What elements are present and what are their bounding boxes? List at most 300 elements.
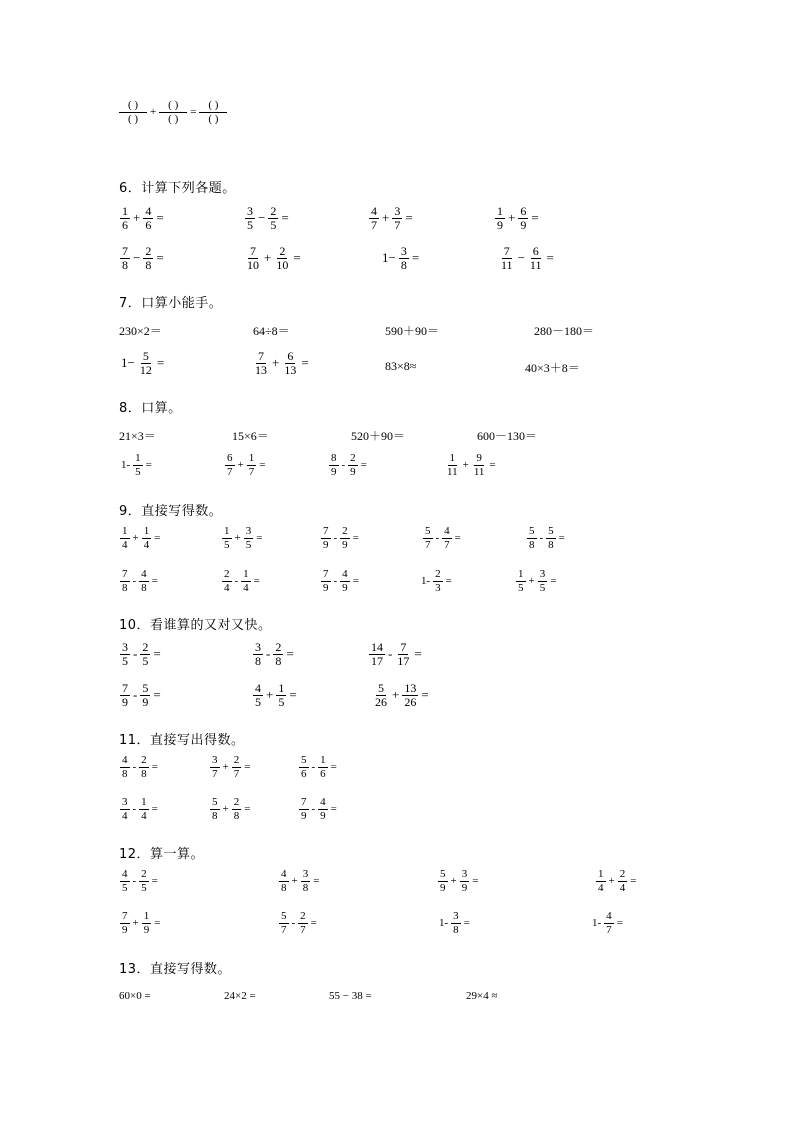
denominator: 8 bbox=[122, 257, 128, 272]
numerator: 6 bbox=[227, 452, 233, 464]
fraction bbox=[527, 526, 537, 551]
operator: + bbox=[264, 250, 272, 266]
question-11-title: 11．直接写出得数。 bbox=[119, 733, 245, 748]
fraction bbox=[138, 350, 154, 377]
fraction bbox=[143, 245, 153, 272]
numerator: 2 bbox=[145, 244, 152, 258]
denominator: 5 bbox=[518, 581, 524, 594]
denominator: 12 bbox=[139, 362, 152, 377]
equals-sign: = bbox=[244, 761, 251, 774]
arithmetic-expression: 230×2＝ bbox=[119, 324, 162, 338]
fraction bbox=[282, 350, 298, 377]
numerator: 4 bbox=[255, 681, 261, 695]
operator: - bbox=[291, 917, 296, 930]
denominator: 8 bbox=[122, 581, 128, 594]
denominator: 5 bbox=[270, 217, 277, 232]
operator: + bbox=[462, 459, 469, 472]
fraction bbox=[596, 869, 606, 894]
numerator: 4 bbox=[342, 568, 348, 580]
fraction bbox=[253, 350, 269, 377]
numerator: 3 bbox=[453, 910, 459, 922]
numerator: 7 bbox=[250, 244, 256, 258]
denominator: 5 bbox=[122, 881, 128, 894]
numerator: 1 bbox=[598, 868, 604, 880]
fraction-expression bbox=[368, 205, 415, 232]
numerator: 8 bbox=[331, 452, 337, 464]
numerator: 6 bbox=[287, 349, 294, 363]
numerator: 6 bbox=[520, 204, 527, 218]
operator: - bbox=[234, 575, 239, 588]
numerator: 3 bbox=[122, 640, 128, 654]
question-12-title: 12．算一算。 bbox=[119, 847, 205, 862]
numerator: 2 bbox=[350, 452, 356, 464]
numerator: 4 bbox=[141, 568, 147, 580]
fraction-expression bbox=[298, 797, 339, 822]
numerator: 1 bbox=[122, 525, 128, 537]
denominator: 9 bbox=[301, 809, 307, 822]
fraction bbox=[253, 682, 263, 709]
equals-sign: = bbox=[151, 761, 158, 774]
denominator: 17 bbox=[371, 653, 383, 668]
numerator: 1 bbox=[320, 754, 326, 766]
numerator: 1 bbox=[135, 452, 141, 464]
fraction bbox=[139, 755, 149, 780]
fraction-expression bbox=[209, 755, 252, 780]
fraction bbox=[120, 245, 130, 272]
whole-number-minus: 1- bbox=[121, 459, 131, 472]
numerator: 7 bbox=[503, 244, 510, 258]
operator: + bbox=[133, 210, 141, 226]
fraction bbox=[274, 245, 290, 272]
denominator: 7 bbox=[233, 767, 240, 780]
numerator: 2 bbox=[300, 910, 306, 922]
fraction-expression bbox=[526, 526, 567, 551]
equals-sign: = bbox=[301, 355, 309, 371]
denominator: 5 bbox=[245, 538, 252, 551]
equals-sign: = bbox=[360, 459, 367, 472]
question-9-title: 9．直接写得数。 bbox=[119, 504, 223, 519]
arithmetic-expression: 29×4 ≈ bbox=[466, 990, 498, 1002]
denominator: 4 bbox=[122, 538, 128, 551]
fraction-expression bbox=[419, 569, 454, 594]
denominator: 9 bbox=[520, 217, 527, 232]
denominator: 9 bbox=[122, 694, 128, 709]
denominator: 26 bbox=[404, 694, 417, 709]
equals-sign: = bbox=[421, 687, 429, 703]
operator: - bbox=[132, 575, 137, 588]
blank-fraction-1 bbox=[119, 100, 147, 125]
operator: - bbox=[333, 575, 338, 588]
arithmetic-expression: 60×0 = bbox=[119, 990, 151, 1002]
numerator: 5 bbox=[425, 525, 431, 537]
operator: + bbox=[291, 875, 298, 888]
fraction-expression bbox=[119, 682, 163, 709]
numerator: 7 bbox=[258, 349, 264, 363]
fraction bbox=[399, 245, 409, 272]
denominator: 17 bbox=[397, 653, 410, 668]
operator: + bbox=[237, 459, 244, 472]
fraction bbox=[140, 682, 150, 709]
blank-numerator: ( ) bbox=[159, 100, 187, 113]
denominator: 8 bbox=[400, 257, 407, 272]
operator: + bbox=[222, 803, 229, 816]
equals-sign: = bbox=[244, 803, 251, 816]
denominator: 6 bbox=[145, 217, 152, 232]
equals-sign: = bbox=[531, 210, 539, 226]
fraction bbox=[253, 641, 263, 668]
fraction bbox=[516, 569, 526, 594]
denominator: 7 bbox=[425, 538, 431, 551]
numerator: 3 bbox=[302, 868, 309, 880]
fraction-expression bbox=[252, 641, 296, 668]
fraction-expression bbox=[437, 869, 480, 894]
denominator: 13 bbox=[255, 362, 267, 377]
fraction bbox=[247, 453, 257, 478]
numerator: 1 bbox=[143, 525, 150, 537]
denominator: 13 bbox=[284, 362, 297, 377]
fraction-expression bbox=[119, 755, 160, 780]
numerator: 3 bbox=[255, 640, 261, 654]
fraction bbox=[139, 869, 149, 894]
fraction bbox=[120, 682, 130, 709]
numerator: 1 bbox=[143, 910, 150, 922]
blank-denominator: ( ) bbox=[208, 112, 219, 125]
denominator: 7 bbox=[300, 923, 306, 936]
fraction bbox=[120, 797, 130, 822]
denominator: 10 bbox=[247, 257, 259, 272]
fraction-expression bbox=[498, 245, 556, 272]
fraction bbox=[340, 526, 350, 551]
equals-sign: = bbox=[630, 875, 637, 888]
whole-number-minus: 1− bbox=[382, 250, 396, 266]
numerator: 7 bbox=[122, 244, 128, 258]
equals-sign: = bbox=[151, 875, 158, 888]
equals-sign: = bbox=[154, 532, 161, 545]
operator: - bbox=[333, 532, 338, 545]
fraction bbox=[140, 641, 150, 668]
denominator: 9 bbox=[331, 465, 337, 478]
numerator: 6 bbox=[532, 244, 539, 258]
numerator: 5 bbox=[212, 796, 218, 808]
numerator: 7 bbox=[400, 640, 407, 654]
denominator: 11 bbox=[529, 257, 542, 272]
numerator: 1 bbox=[278, 681, 285, 695]
fraction bbox=[120, 869, 130, 894]
equals-sign: = bbox=[546, 250, 554, 266]
whole-number-minus: 1- bbox=[439, 917, 449, 930]
fraction bbox=[402, 682, 418, 709]
numerator: 5 bbox=[529, 525, 535, 537]
arithmetic-expression: 520＋90＝ bbox=[351, 429, 406, 443]
blank-fraction-3 bbox=[199, 100, 227, 125]
fraction bbox=[244, 526, 254, 551]
equals-sign: = bbox=[256, 532, 263, 545]
numerator: 2 bbox=[141, 868, 147, 880]
operator: - bbox=[311, 803, 316, 816]
denominator: 7 bbox=[371, 217, 377, 232]
operator: + bbox=[528, 575, 535, 588]
fraction bbox=[495, 205, 505, 232]
numerator: 1 bbox=[497, 204, 503, 218]
fraction-expression bbox=[119, 350, 166, 377]
operator: + bbox=[392, 687, 400, 703]
fraction bbox=[232, 755, 242, 780]
operator: - bbox=[132, 761, 137, 774]
denominator: 4 bbox=[619, 881, 626, 894]
denominator: 11 bbox=[447, 465, 458, 478]
equals-sign: = bbox=[330, 761, 337, 774]
operator: + bbox=[382, 210, 390, 226]
fraction-expression bbox=[119, 911, 162, 936]
operator: + bbox=[222, 761, 229, 774]
numerator: 3 bbox=[461, 868, 468, 880]
equals-sign: = bbox=[156, 355, 165, 371]
numerator: 1 bbox=[224, 525, 230, 537]
numerator: 5 bbox=[440, 868, 446, 880]
operator: − bbox=[517, 250, 525, 266]
fraction bbox=[340, 569, 350, 594]
fraction bbox=[604, 911, 614, 936]
equals-sign: = bbox=[454, 532, 461, 545]
numerator: 2 bbox=[619, 868, 626, 880]
numerator: 4 bbox=[320, 796, 326, 808]
equals-sign: = bbox=[330, 803, 337, 816]
fraction-expression bbox=[209, 797, 252, 822]
blank-denominator: ( ) bbox=[168, 112, 179, 125]
whole-number-minus: 1- bbox=[592, 917, 602, 930]
denominator: 3 bbox=[435, 581, 441, 594]
denominator: 5 bbox=[122, 653, 128, 668]
numerator: 2 bbox=[142, 640, 149, 654]
fraction-expression bbox=[119, 245, 166, 272]
denominator: 9 bbox=[342, 538, 348, 551]
equals-sign: = bbox=[472, 875, 479, 888]
fraction bbox=[210, 755, 220, 780]
numerator: 4 bbox=[122, 754, 128, 766]
numerator: 4 bbox=[281, 868, 287, 880]
fraction-expression bbox=[221, 569, 262, 594]
denominator: 5 bbox=[539, 581, 546, 594]
denominator: 5 bbox=[135, 465, 141, 478]
fraction-expression bbox=[252, 350, 311, 377]
fraction-expression bbox=[119, 641, 163, 668]
fraction bbox=[518, 205, 528, 232]
fraction-expression bbox=[119, 205, 166, 232]
fraction-expression bbox=[320, 526, 361, 551]
fraction bbox=[143, 205, 153, 232]
denominator: 7 bbox=[444, 538, 450, 551]
numerator: 14 bbox=[371, 640, 383, 654]
denominator: 9 bbox=[342, 581, 348, 594]
equals-sign: = bbox=[145, 459, 152, 472]
operator: + bbox=[450, 875, 457, 888]
denominator: 9 bbox=[323, 538, 329, 551]
denominator: 7 bbox=[212, 767, 218, 780]
fraction bbox=[438, 869, 448, 894]
fraction bbox=[139, 569, 149, 594]
fraction-expression bbox=[244, 205, 291, 232]
fraction bbox=[318, 755, 328, 780]
numerator: 2 bbox=[342, 525, 348, 537]
equals-sign: = bbox=[253, 575, 260, 588]
numerator: 5 bbox=[378, 681, 384, 695]
numerator: 4 bbox=[444, 525, 450, 537]
denominator: 8 bbox=[122, 767, 128, 780]
denominator: 6 bbox=[320, 767, 326, 780]
fraction bbox=[538, 569, 548, 594]
numerator: 4 bbox=[122, 868, 128, 880]
fraction bbox=[120, 569, 130, 594]
arithmetic-expression: 600－130＝ bbox=[477, 429, 538, 443]
numerator: 7 bbox=[301, 796, 307, 808]
denominator: 4 bbox=[143, 538, 150, 551]
fraction-expression bbox=[244, 245, 303, 272]
numerator: 2 bbox=[275, 640, 282, 654]
numerator: 1 bbox=[122, 204, 128, 218]
equals-sign: = bbox=[156, 250, 164, 266]
fraction-expression bbox=[119, 797, 160, 822]
fraction-expression bbox=[119, 569, 160, 594]
blank-numerator: ( ) bbox=[119, 100, 147, 113]
equals-sign: = bbox=[352, 532, 359, 545]
equals-sign: = bbox=[293, 250, 301, 266]
denominator: 9 bbox=[143, 923, 150, 936]
fraction bbox=[442, 526, 452, 551]
question-6-title: 6．计算下列各题。 bbox=[119, 181, 236, 196]
equals-sign: = bbox=[558, 532, 565, 545]
operator: - bbox=[435, 532, 440, 545]
numerator: 2 bbox=[233, 754, 240, 766]
fraction bbox=[369, 641, 385, 668]
numerator: 2 bbox=[141, 754, 147, 766]
equals-sign: = bbox=[151, 575, 158, 588]
fraction bbox=[222, 526, 232, 551]
equals-sign: = bbox=[313, 875, 320, 888]
numerator: 1 bbox=[248, 452, 255, 464]
fraction-expression bbox=[368, 641, 424, 668]
question-13-title: 13．直接写得数。 bbox=[119, 962, 232, 977]
fraction bbox=[210, 797, 220, 822]
operator: + bbox=[132, 917, 139, 930]
denominator: 5 bbox=[247, 217, 253, 232]
denominator: 8 bbox=[548, 538, 554, 551]
operator: - bbox=[132, 803, 137, 816]
denominator: 7 bbox=[281, 923, 287, 936]
numerator: 3 bbox=[394, 204, 401, 218]
fraction-expression bbox=[278, 911, 319, 936]
fraction-expression bbox=[437, 911, 472, 936]
equals-sign: = bbox=[414, 646, 422, 662]
numerator: 13 bbox=[404, 681, 417, 695]
equals-sign: = bbox=[550, 575, 557, 588]
fraction bbox=[245, 205, 255, 232]
fraction bbox=[395, 641, 411, 668]
denominator: 5 bbox=[255, 694, 261, 709]
operator: − bbox=[133, 250, 141, 266]
fraction bbox=[299, 797, 309, 822]
denominator: 11 bbox=[501, 257, 513, 272]
fraction bbox=[142, 911, 152, 936]
fraction bbox=[279, 869, 289, 894]
arithmetic-expression: 24×2 = bbox=[224, 990, 256, 1002]
fraction bbox=[120, 526, 130, 551]
arithmetic-expression: 40×3＋8＝ bbox=[525, 361, 580, 375]
operator: + bbox=[608, 875, 615, 888]
numerator: 2 bbox=[233, 796, 240, 808]
numerator: 2 bbox=[435, 568, 441, 580]
fraction bbox=[318, 797, 328, 822]
arithmetic-expression: 21×3＝ bbox=[119, 429, 156, 443]
fraction bbox=[618, 869, 628, 894]
fraction bbox=[142, 526, 152, 551]
arithmetic-expression: 15×6＝ bbox=[232, 429, 269, 443]
fraction bbox=[445, 453, 460, 478]
fraction bbox=[232, 797, 242, 822]
denominator: 8 bbox=[233, 809, 240, 822]
fraction bbox=[299, 755, 309, 780]
fraction-expression bbox=[224, 453, 267, 478]
fraction bbox=[120, 755, 130, 780]
equals-sign: = bbox=[463, 917, 470, 930]
fraction bbox=[133, 453, 143, 478]
equals-sign: = bbox=[151, 803, 158, 816]
blank-fraction-2 bbox=[159, 100, 187, 125]
equals-sign: = bbox=[153, 687, 161, 703]
fraction-expression bbox=[515, 569, 558, 594]
equals-sign: = bbox=[310, 917, 317, 930]
numerator: 9 bbox=[476, 452, 482, 464]
fraction bbox=[499, 245, 515, 272]
denominator: 7 bbox=[227, 465, 233, 478]
fraction bbox=[472, 453, 487, 478]
denominator: 9 bbox=[350, 465, 356, 478]
arithmetic-expression: 83×8≈ bbox=[385, 359, 417, 373]
fraction bbox=[528, 245, 544, 272]
numerator: 5 bbox=[548, 525, 554, 537]
denominator: 8 bbox=[302, 881, 309, 894]
operator: - bbox=[311, 761, 316, 774]
fraction bbox=[276, 682, 286, 709]
fraction bbox=[329, 453, 339, 478]
numerator: 7 bbox=[323, 525, 329, 537]
equals-sign: = bbox=[489, 459, 496, 472]
denominator: 8 bbox=[275, 653, 282, 668]
equals-sign: = bbox=[281, 210, 289, 226]
numerator: 5 bbox=[142, 681, 149, 695]
fraction bbox=[268, 205, 278, 232]
arithmetic-expression: 590＋90＝ bbox=[385, 324, 440, 338]
denominator: 26 bbox=[375, 694, 387, 709]
fraction bbox=[222, 569, 232, 594]
denominator: 10 bbox=[276, 257, 289, 272]
operator: - bbox=[388, 646, 393, 662]
numerator: 4 bbox=[371, 204, 377, 218]
fraction-expression bbox=[422, 526, 463, 551]
question-8-title: 8．口算。 bbox=[119, 401, 182, 416]
numerator: 5 bbox=[142, 349, 149, 363]
fraction bbox=[460, 869, 470, 894]
denominator: 4 bbox=[122, 809, 128, 822]
numerator: 3 bbox=[247, 204, 253, 218]
fraction bbox=[373, 682, 389, 709]
fraction-expression bbox=[119, 453, 154, 478]
denominator: 8 bbox=[453, 923, 459, 936]
operator: - bbox=[133, 687, 138, 703]
fraction bbox=[321, 569, 331, 594]
fraction bbox=[120, 205, 130, 232]
operator: - bbox=[539, 532, 544, 545]
denominator: 4 bbox=[243, 581, 249, 594]
